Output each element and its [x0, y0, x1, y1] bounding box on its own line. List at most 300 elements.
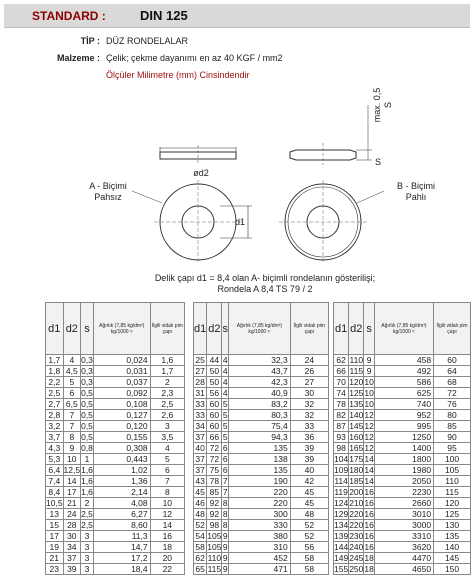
table-cell: 2,5 [81, 509, 93, 519]
table-cell: 3620 [374, 542, 433, 553]
table-cell: 190 [228, 476, 290, 487]
table-cell: 220 [228, 498, 290, 509]
table-cell: 4,5 [63, 366, 81, 377]
table-cell: 8 [222, 520, 228, 530]
table-cell: 56 [290, 542, 328, 553]
table-cell: 66 [334, 366, 349, 377]
table-cell: 2,14 [93, 487, 150, 498]
table-cell: 45 [290, 487, 328, 498]
table-row [46, 465, 185, 476]
table-cell: 52 [195, 520, 205, 530]
table-cell: 12 [364, 410, 374, 420]
table-row [334, 476, 471, 487]
table-cell: 14 [364, 476, 374, 486]
table-cell: 58 [195, 542, 205, 552]
table-cell: 9 [222, 564, 228, 574]
unit-note-row [0, 70, 474, 82]
table-row [46, 366, 185, 377]
table-cell: 17 [46, 531, 64, 542]
form-b-title: B - Biçimi [397, 181, 435, 191]
table-cell: 37 [63, 553, 81, 564]
table-cell: 1,7 [150, 366, 184, 377]
table-cell: 4 [150, 443, 184, 454]
table-cell: 380 [228, 531, 290, 542]
table-cell: 110 [349, 355, 364, 365]
table-cell: 33 [195, 399, 205, 409]
table-cell: 98 [207, 520, 222, 531]
header-mass: Ağırlık (7,85 kg/dm³) kg/1000 ≈ [93, 303, 150, 355]
table-cell: 3 [150, 421, 184, 432]
table-cell: 16 [364, 509, 374, 519]
table-cell: 300 [228, 509, 290, 520]
table-cell: 125 [434, 509, 471, 520]
table-cell: 8,60 [93, 520, 150, 531]
table-cell: 18 [364, 564, 374, 574]
table-cell: 1,7 [46, 355, 64, 366]
table-cell: 76 [434, 399, 471, 410]
table-cell: 78 [207, 476, 222, 487]
table-cell: 60 [207, 421, 222, 432]
table-cell: 115 [434, 487, 471, 498]
table-cell: 3 [81, 553, 94, 564]
table-cell: 92 [207, 509, 222, 520]
table-cell: 75,4 [228, 421, 290, 432]
table-row [46, 388, 185, 399]
table-cell: 140 [434, 542, 471, 553]
table-cell: 245 [349, 553, 364, 563]
table-cell: 114 [334, 476, 348, 486]
table-cell: 0,037 [93, 377, 150, 388]
table-cell: 12 [364, 421, 374, 431]
table-cell: 130 [434, 520, 471, 531]
table-cell: 310 [228, 542, 290, 553]
table-cell: 230 [349, 531, 364, 541]
table-cell: 80,3 [228, 410, 290, 421]
table-cell: 5 [63, 377, 81, 388]
table-cell: 0,092 [93, 388, 150, 399]
table-cell: 109 [334, 465, 349, 475]
table-cell: 62 [334, 355, 349, 366]
table-row [334, 377, 471, 388]
table-cell: 1 [81, 454, 94, 465]
table-cell: 2,5 [81, 520, 93, 530]
table-cell: 135 [228, 443, 290, 454]
table-cell: 0,3 [81, 355, 93, 365]
table-cell: 36 [290, 432, 328, 443]
table-row [194, 421, 329, 432]
table-cell: 124 [334, 498, 349, 508]
table-cell: 0,3 [81, 366, 93, 376]
thickness-label: S [374, 157, 381, 167]
table-cell: 3310 [374, 531, 433, 542]
caption-line-1: Delik çapı d1 = 8,4 olan A- biçimli rondelanın gösterilişi; [154, 273, 376, 283]
table-cell: 3 [81, 542, 94, 553]
table-cell: 0,031 [93, 366, 150, 377]
table-cell: 150 [434, 564, 471, 575]
header-d2: d2 [349, 303, 364, 355]
table-row [194, 487, 329, 498]
table-cell: 32 [290, 399, 328, 410]
d2-dimension-label: ød2 [193, 168, 209, 178]
table-cell: 40 [195, 443, 205, 453]
table-cell: 160 [349, 432, 364, 442]
table-cell: 39 [290, 454, 328, 465]
table-row [334, 421, 471, 432]
table-row [194, 443, 329, 454]
caption-line-2: Rondela A 8,4 TS 79 / 2 [217, 284, 313, 294]
table-cell: 2050 [374, 476, 433, 487]
table-cell: 104 [334, 454, 349, 464]
table-cell: 2,6 [150, 410, 184, 421]
table-cell: 9 [222, 542, 228, 552]
table-row [194, 432, 329, 443]
table-cell: 8 [222, 498, 228, 508]
table-cell: 458 [374, 355, 433, 366]
table-row [334, 520, 471, 531]
table-cell: 14 [63, 476, 81, 487]
table-row [334, 399, 471, 410]
table-cell: 6,27 [93, 509, 150, 520]
table-cell: 220 [349, 520, 364, 530]
table-row [46, 509, 185, 520]
table-cell: 0,308 [93, 443, 150, 454]
table-cell: 5 [222, 410, 228, 420]
table-cell: 58 [290, 553, 328, 564]
table-cell: 21 [63, 498, 81, 509]
table-row [46, 454, 185, 465]
table-cell: 5 [150, 454, 184, 465]
table-cell: 6 [63, 388, 81, 399]
table-cell: 129 [334, 509, 349, 519]
header-d1: d1 [194, 303, 207, 355]
standard-label: STANDARD : [32, 9, 106, 23]
table-cell: 40 [290, 465, 328, 476]
table-cell: 1,6 [81, 476, 93, 486]
table-row [46, 553, 185, 564]
table-cell: 240 [349, 542, 364, 552]
table-cell: 9 [364, 355, 374, 366]
table-cell: 220 [228, 487, 290, 498]
dimension-table-right [333, 302, 471, 575]
table-row [334, 355, 471, 366]
table-row [194, 498, 329, 509]
form-a-subtitle: Pahsız [94, 192, 122, 202]
table-cell: 52 [290, 531, 328, 542]
table-cell: 2 [150, 377, 184, 388]
table-cell: 7 [222, 476, 228, 486]
table-cell: 452 [228, 553, 290, 564]
dimension-table-middle [193, 302, 329, 575]
table-cell: 7 [222, 487, 228, 497]
table-cell: 12,5 [63, 465, 81, 475]
table-cell: 4650 [374, 564, 433, 575]
table-cell: 20 [150, 553, 184, 564]
table-cell: 220 [349, 509, 364, 519]
table-cell: 586 [374, 377, 433, 388]
table-row [334, 542, 471, 553]
table-row [194, 476, 329, 487]
table-cell: 180 [349, 465, 364, 475]
table-row [46, 443, 185, 454]
table-cell: 2230 [374, 487, 433, 498]
form-b-subtitle: Pahlı [405, 192, 427, 202]
table-cell: 0,443 [93, 454, 150, 465]
table-cell: 2,8 [46, 410, 64, 421]
table-cell: 10 [364, 399, 374, 409]
table-cell: 24 [63, 509, 81, 520]
table-cell: 135 [434, 531, 471, 542]
table-cell: 140 [349, 410, 364, 420]
table-row [46, 432, 185, 443]
table-cell: 10 [364, 388, 374, 398]
table-cell: 2,5 [46, 388, 64, 399]
table-row [334, 432, 471, 443]
table-cell: 14,7 [93, 542, 150, 553]
table-cell: 16 [364, 542, 374, 552]
table-cell: 27 [290, 377, 328, 388]
table-cell: 54 [195, 531, 205, 541]
table-cell: 3,2 [46, 421, 64, 432]
table-cell: 16 [364, 531, 374, 541]
table-cell: 119 [334, 487, 348, 497]
table-cell: 10 [150, 498, 184, 509]
table-cell: 74 [334, 388, 349, 399]
table-cell: 995 [374, 421, 433, 432]
material-label: Malzeme : [56, 53, 100, 63]
header-mass: Ağırlık (7,85 kg/dm³) kg/1000 ≈ [374, 303, 433, 355]
table-cell: 46 [195, 498, 205, 508]
table-cell: 250 [349, 564, 364, 574]
table-cell: 0,155 [93, 432, 150, 443]
table-row [194, 399, 329, 410]
table-cell: 60 [207, 399, 222, 410]
table-cell: 33 [195, 410, 205, 420]
table-cell: 0,127 [93, 410, 150, 421]
table-cell: 5 [222, 399, 228, 409]
table-cell: 68 [434, 377, 471, 388]
table-row [194, 531, 329, 542]
table-row [194, 366, 329, 377]
table-cell: 120 [434, 498, 471, 509]
table-cell: 6,4 [46, 465, 64, 476]
table-cell: 8,4 [46, 487, 64, 498]
table-cell: 39 [290, 443, 328, 454]
table-cell: 37 [195, 465, 205, 475]
table-row [46, 377, 185, 388]
table-cell: 10,5 [46, 498, 63, 508]
table-cell: 85 [434, 421, 471, 432]
table-cell: 78 [334, 399, 349, 410]
table-cell: 1,02 [93, 465, 150, 476]
table-cell: 17 [63, 487, 81, 498]
table-cell: 48 [290, 509, 328, 520]
table-cell: 12 [364, 432, 374, 442]
table-cell: 149 [334, 553, 349, 563]
table-cell: 23 [46, 564, 64, 575]
table-cell: 15 [46, 520, 64, 531]
table-cell: 1,6 [150, 355, 184, 366]
table-cell: 3010 [374, 509, 433, 520]
table-row [46, 542, 185, 553]
table-cell: 0,5 [81, 432, 93, 442]
table-cell: 625 [374, 388, 433, 399]
table-cell: 0,3 [81, 377, 93, 387]
table-cell: 72 [207, 443, 222, 454]
table-cell: 6 [222, 465, 228, 475]
table-cell: 95 [434, 443, 471, 454]
table-cell: 3,7 [46, 432, 64, 443]
table-cell: 85 [207, 487, 222, 498]
table-row [334, 410, 471, 421]
table-cell: 134 [334, 520, 349, 530]
table-cell: 105 [207, 542, 222, 552]
table-cell: 5,3 [46, 454, 64, 465]
table-cell: 14 [150, 520, 184, 531]
table-row [46, 421, 185, 432]
table-cell: 4 [222, 388, 228, 398]
table-cell: 144 [334, 542, 349, 552]
table-cell: 138 [228, 454, 290, 465]
table-cell: 4 [222, 366, 228, 376]
table-cell: 43,7 [228, 366, 290, 377]
table-row [194, 520, 329, 531]
table-row [194, 553, 329, 564]
table-cell: 87 [334, 421, 349, 432]
table-cell: 135 [349, 399, 364, 409]
table-cell: 0,5 [81, 410, 93, 420]
header-d2: d2 [63, 303, 81, 355]
table-row [46, 355, 185, 366]
table-cell: 740 [374, 399, 433, 410]
table-cell: 115 [207, 564, 222, 574]
table-cell: 4,08 [93, 498, 150, 509]
header-norm: İlgili vidalı pim çapı [290, 303, 328, 355]
table-cell: 50 [207, 366, 222, 377]
table-cell: 1250 [374, 432, 433, 443]
table-cell: 32,3 [228, 355, 290, 366]
table-cell: 4 [222, 355, 228, 365]
table-cell: 0,120 [93, 421, 150, 432]
table-cell: 83,2 [228, 399, 290, 410]
table-cell: 18 [364, 553, 374, 563]
table-cell: 60 [207, 410, 222, 421]
table-cell: 120 [349, 377, 364, 387]
table-cell: 952 [374, 410, 433, 421]
table-cell: 8 [150, 487, 184, 498]
table-cell: 66 [207, 432, 222, 443]
table-cell: 82 [334, 410, 349, 421]
header-s: s [364, 303, 374, 355]
table-cell: 50 [207, 377, 222, 388]
table-cell: 42 [290, 476, 328, 487]
table-cell: 2,2 [46, 377, 64, 388]
table-cell: 75 [207, 465, 222, 476]
table-cell: 26 [290, 366, 328, 377]
table-cell: 16 [364, 487, 374, 497]
table-row [46, 476, 185, 487]
table-cell: 1800 [374, 454, 433, 465]
table-cell: 56 [207, 388, 222, 399]
table-cell: 37 [195, 432, 205, 442]
table-cell: 72 [434, 388, 471, 399]
table-row [46, 520, 185, 531]
table-cell: 18 [150, 542, 184, 553]
table-row [334, 498, 471, 509]
header-d1: d1 [46, 303, 64, 355]
table-cell: 145 [434, 553, 471, 564]
table-cell: 330 [228, 520, 290, 531]
table-row [194, 377, 329, 388]
table-row [194, 388, 329, 399]
table-cell: 28 [63, 520, 81, 531]
table-row [194, 454, 329, 465]
table-cell: 0,5 [81, 421, 93, 431]
form-a-label [68, 181, 148, 203]
table-row [46, 487, 185, 498]
table-cell: 9 [222, 553, 228, 563]
table-cell: 115 [349, 366, 364, 376]
table-cell: 1,8 [46, 366, 64, 377]
table-row [334, 443, 471, 454]
table-cell: 7,4 [46, 476, 64, 487]
table-row [46, 410, 185, 421]
table-row [194, 564, 329, 575]
table-cell: 24 [290, 355, 328, 366]
table-cell: 9 [222, 531, 228, 541]
table-cell: 93 [334, 432, 349, 443]
table-cell: 110 [207, 553, 222, 563]
standard-value: DIN 125 [140, 8, 188, 23]
table-cell: 0,8 [81, 443, 93, 453]
table-cell: 48 [195, 509, 205, 519]
table-cell: 4470 [374, 553, 433, 564]
table-cell: 100 [434, 454, 471, 465]
d1-dimension-label: d1 [234, 217, 245, 227]
header-d1: d1 [334, 303, 349, 355]
table-cell: 10 [63, 454, 81, 465]
table-cell: 16 [364, 520, 374, 530]
table-cell: 175 [349, 454, 364, 464]
table-cell: 62 [195, 553, 205, 563]
table-cell: 8 [222, 509, 228, 519]
table-cell: 145 [349, 421, 364, 431]
table-cell: 44 [207, 355, 222, 366]
table-cell: 31 [195, 388, 205, 398]
table-cell: 471 [228, 564, 290, 575]
table-cell: 16 [150, 531, 184, 542]
table-row [334, 465, 471, 476]
table-cell: 14 [364, 465, 374, 475]
table-row [334, 487, 471, 498]
table-cell: 7 [63, 410, 81, 421]
dimension-table-left [45, 302, 185, 575]
table-row [194, 465, 329, 476]
table-cell: 11,3 [93, 531, 150, 542]
table-cell: 105 [207, 531, 222, 541]
table-cell: 110 [434, 476, 471, 487]
standard-header [4, 4, 470, 28]
table-cell: 200 [349, 487, 364, 497]
table-cell: 492 [374, 366, 433, 377]
table-cell: 0,108 [93, 399, 150, 410]
table-cell: 21 [46, 553, 64, 564]
table-row [194, 410, 329, 421]
table-cell: 17,2 [93, 553, 150, 564]
example-caption [100, 273, 430, 295]
table-row [46, 531, 185, 542]
header-norm: İlgili vidalı pim çapı [434, 303, 471, 355]
type-label: TİP : [80, 36, 100, 46]
